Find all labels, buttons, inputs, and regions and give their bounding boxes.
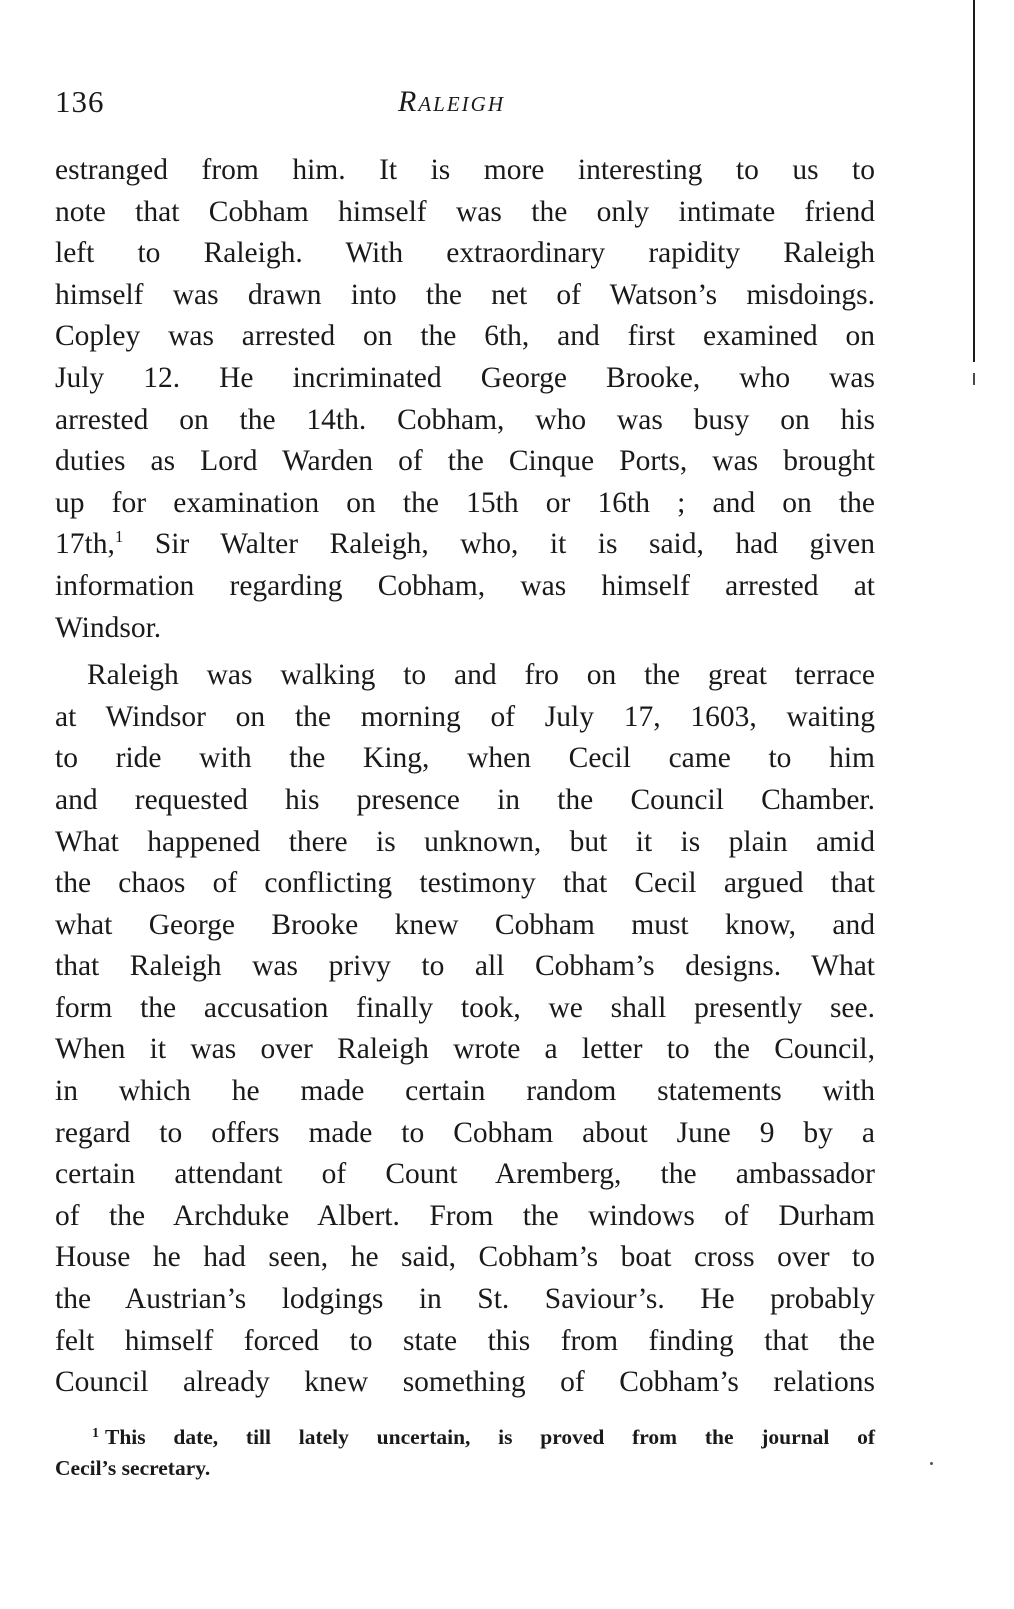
text-line: arrested on the 14th. Cobham, who was busy on his <box>55 403 875 436</box>
text-line: Windsor. <box>55 611 162 644</box>
text-line: the Austrian’s lodgings in St. Saviour’s. He probably <box>55 1283 875 1316</box>
text-line: felt himself forced to state this from finding that the <box>55 1324 875 1357</box>
page-number: 136 <box>55 84 105 119</box>
text-segment: Sir Walter Raleigh, who, it is said, had given <box>123 528 875 561</box>
text-line: note that Cobham himself was the only intimate friend <box>55 195 875 228</box>
text-line: form the accusation finally took, we shall presently see. <box>55 991 875 1024</box>
text-line: When it was over Raleigh wrote a letter to the Council, <box>55 1033 875 1066</box>
text-line: What happened there is unknown, but it is plain amid <box>55 825 875 858</box>
running-title: Raleigh <box>398 85 505 118</box>
footnote <box>55 1422 875 1484</box>
stray-mark <box>930 1462 933 1465</box>
text-line: House he had seen, he said, Cobham’s boat cross over to <box>55 1241 875 1274</box>
text-line: at Windsor on the morning of July 17, 1603, waiting <box>55 700 875 733</box>
text-line: certain attendant of Count Aremberg, the ambassador <box>55 1158 875 1191</box>
text-line: July 12. He incriminated George Brooke, who was <box>55 361 875 394</box>
text-line: to ride with the King, when Cecil came to him <box>55 742 875 775</box>
text-line: estranged from him. It is more interesting to us to <box>55 154 875 186</box>
text-line: left to Raleigh. With extraordinary rapidity Raleigh <box>55 237 875 270</box>
text-line: of the Archduke Albert. From the windows of Durham <box>55 1199 875 1232</box>
footnote-text: This date, till lately uncertain, is proved from the journal of <box>105 1425 875 1449</box>
text-line: himself was drawn into the net of Watson’s misdoings. <box>55 278 875 311</box>
footnote-marker: 1 <box>92 1426 99 1441</box>
text-line: Raleigh was walking to and fro on the great terrace <box>87 659 875 692</box>
footnote-reference: 1 <box>114 527 124 547</box>
page-edge-rule <box>973 0 975 362</box>
text-line: what George Brooke knew Cobham must know, and <box>55 908 875 941</box>
page-edge-mark <box>973 373 975 385</box>
body-text <box>55 150 875 1404</box>
text-line: regard to offers made to Cobham about June 9 by a <box>55 1116 875 1149</box>
text-line: that Raleigh was privy to all Cobham’s designs. What <box>55 950 875 983</box>
footnote-line: Cecil’s secretary. <box>55 1456 211 1480</box>
text-line: up for examination on the 15th or 16th ; and on the <box>55 486 875 519</box>
text-line: Copley was arrested on the 6th, and first examined on <box>55 320 875 353</box>
text-line: duties as Lord Warden of the Cinque Ports, was brought <box>55 445 875 478</box>
text-line-with-note <box>55 524 875 566</box>
footnote-line <box>55 1422 875 1453</box>
text-line: and requested his presence in the Council Chamber. <box>55 783 875 816</box>
text-line: the chaos of conflicting testimony that Cecil argued that <box>55 867 875 900</box>
text-line: Council already knew something of Cobham’s relations <box>55 1366 875 1399</box>
text-line: in which he made certain random statements with <box>55 1075 875 1108</box>
running-head <box>55 82 885 122</box>
text-segment: 17th, <box>55 528 115 561</box>
text-line: information regarding Cobham, was himself arrested at <box>55 569 875 602</box>
